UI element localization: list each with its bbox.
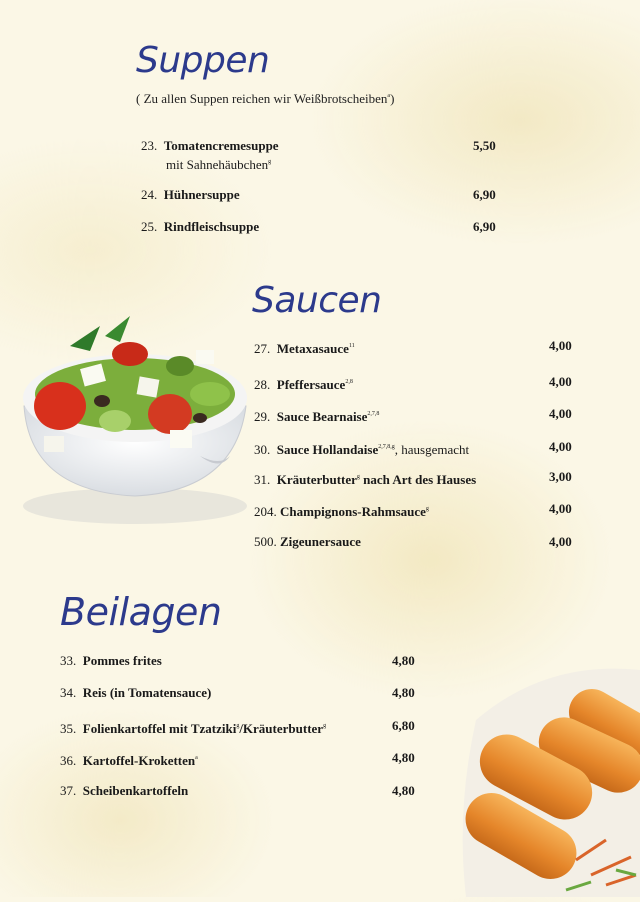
menu-item-37: 37. Scheibenkartoffeln	[60, 783, 189, 798]
menu-item-33: 33. Pommes frites	[60, 653, 162, 668]
croquettes-image	[456, 660, 640, 897]
menu-item-31: 31. Kräuterbutter$^g$ nach Art des Hauses	[254, 472, 477, 487]
price-35: 6,80	[392, 718, 415, 733]
salad-bowl-image	[20, 306, 250, 528]
menu-item-30: 30. Sauce Hollandaise$^{2,7,8,g}$, hausgemacht	[254, 442, 470, 457]
menu-item-28: 28. Pfeffersauce$^{2,8}$	[254, 377, 353, 392]
beilagen-heading: Beilagen	[60, 590, 222, 634]
price-27: 4,00	[549, 338, 572, 353]
menu-item-29: 29. Sauce Bearnaise$^{2,7,8}$	[254, 409, 380, 424]
menu-item-25: 25. Rindfleischsuppe	[141, 219, 260, 234]
price-25: 6,90	[473, 219, 496, 234]
price-29: 4,00	[549, 406, 572, 421]
price-23: 5,50	[473, 138, 496, 153]
menu-item-36: 36. Kartoffel-Kroketten$^a$	[60, 753, 198, 768]
saucen-heading: Saucen	[252, 280, 382, 321]
price-33: 4,80	[392, 653, 415, 668]
suppen-heading: Suppen	[136, 40, 270, 81]
price-36: 4,80	[392, 750, 415, 765]
price-24: 6,90	[473, 187, 496, 202]
price-204: 4,00	[549, 501, 572, 516]
price-31: 3,00	[549, 469, 572, 484]
menu-item-27: 27. Metaxasauce$^{11}$	[254, 341, 355, 356]
menu-item-24: 24. Hühnersuppe	[141, 187, 240, 202]
price-30: 4,00	[549, 439, 572, 454]
menu-item-23: 23. Tomatencremesuppe mit Sahnehäubchen$^g$	[141, 138, 279, 172]
menu-item-500: 500. Zigeunersauce	[254, 534, 361, 549]
price-34: 4,80	[392, 685, 415, 700]
price-28: 4,00	[549, 374, 572, 389]
menu-item-204: 204. Champignons-Rahmsauce$^g$	[254, 504, 429, 519]
menu-item-34: 34. Reis (in Tomatensauce)	[60, 685, 212, 700]
price-500: 4,00	[549, 534, 572, 549]
suppen-note: ( Zu allen Suppen reichen wir Weißbrotscheiben$^a$)	[136, 91, 395, 106]
price-37: 4,80	[392, 783, 415, 798]
menu-item-35: 35. Folienkartoffel mit Tzatziki$^g$/Kräuterbutter$^g$	[60, 721, 327, 736]
